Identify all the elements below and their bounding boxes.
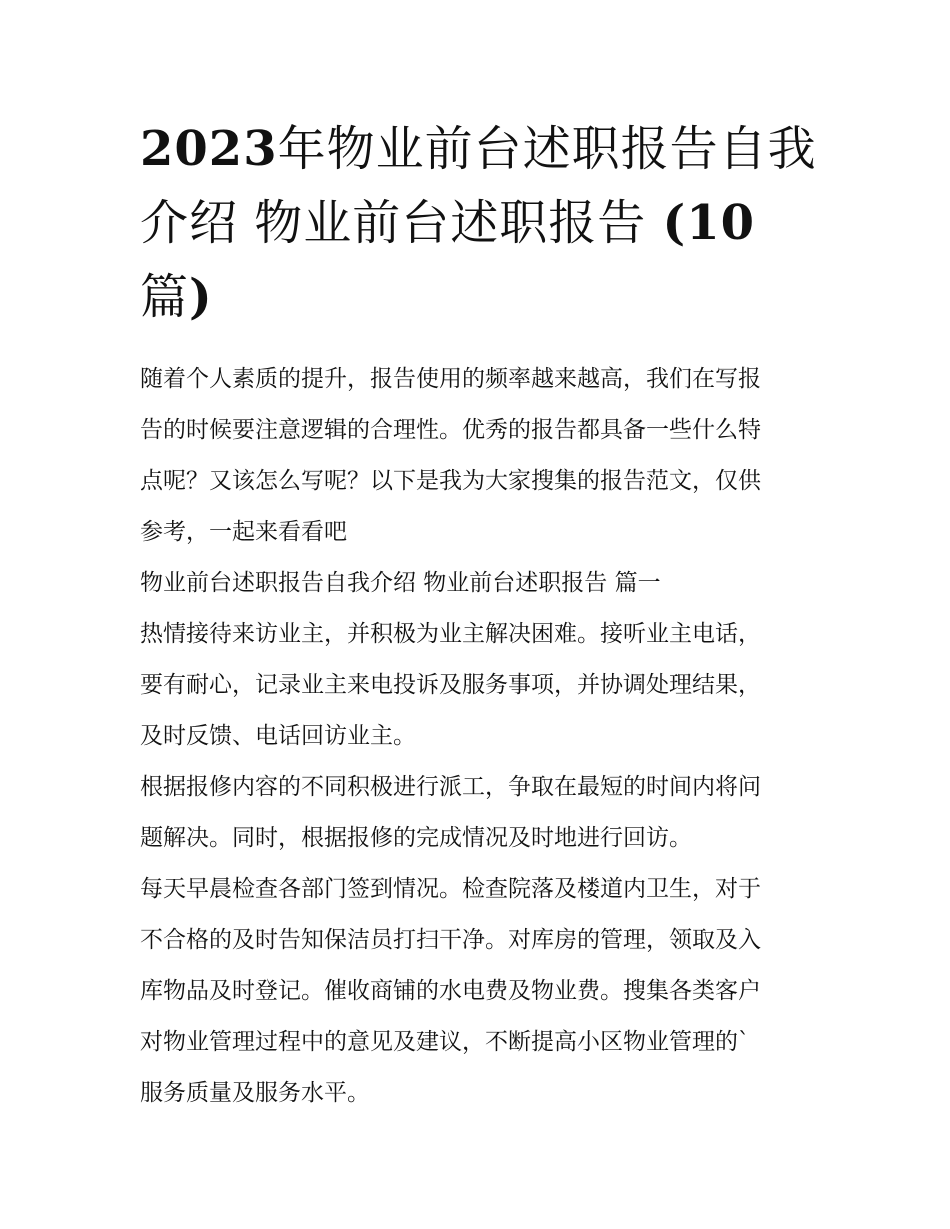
text-line: 随着个人素质的提升，报告使用的频率越来越高，我们在写报	[140, 366, 761, 392]
text-line: 题解决。同时，根据报修的完成情况及时地进行回访。	[140, 825, 692, 851]
text-line: 告的时候要注意逻辑的合理性。优秀的报告都具备一些什么特	[140, 417, 761, 443]
text-line: 根据报修内容的不同积极进行派工，争取在最短的时间内将问	[140, 774, 761, 800]
title-line: 介绍 物业前台述职报告 (10	[140, 195, 756, 251]
text-line: 每天早晨检查各部门签到情况。检查院落及楼道内卫生，对于	[140, 876, 761, 902]
document-body	[140, 354, 820, 1119]
title-line: 篇)	[140, 269, 213, 325]
text-line: 不合格的及时告知保洁员打扫干净。对库房的管理，领取及入	[140, 927, 761, 953]
text-line: 服务质量及服务水平。	[140, 1080, 370, 1106]
title-line: 2023年物业前台述职报告自我	[140, 121, 817, 177]
text-line: 库物品及时登记。催收商铺的水电费及物业费。搜集各类客户	[140, 978, 761, 1004]
text-line: 及时反馈、电话回访业主。	[140, 723, 416, 749]
text-line: 参考，一起来看看吧	[140, 519, 347, 545]
body-paragraph	[140, 762, 820, 864]
body-paragraph	[140, 864, 820, 1119]
text-line: 要有耐心，记录业主来电投诉及服务事项，并协调处理结果，	[140, 672, 761, 698]
text-line: 热情接待来访业主，并积极为业主解决困难。接听业主电话，	[140, 621, 761, 647]
document-page	[140, 112, 820, 1119]
body-paragraph	[140, 609, 820, 762]
document-title	[140, 112, 820, 334]
intro-paragraph	[140, 354, 820, 558]
text-line: 对物业管理过程中的意见及建议，不断提高小区物业管理的`	[140, 1029, 750, 1055]
text-line: 物业前台述职报告自我介绍 物业前台述职报告 篇一	[140, 570, 661, 596]
text-line: 点呢？又该怎么写呢？以下是我为大家搜集的报告范文，仅供	[140, 468, 761, 494]
section-heading	[140, 558, 820, 609]
